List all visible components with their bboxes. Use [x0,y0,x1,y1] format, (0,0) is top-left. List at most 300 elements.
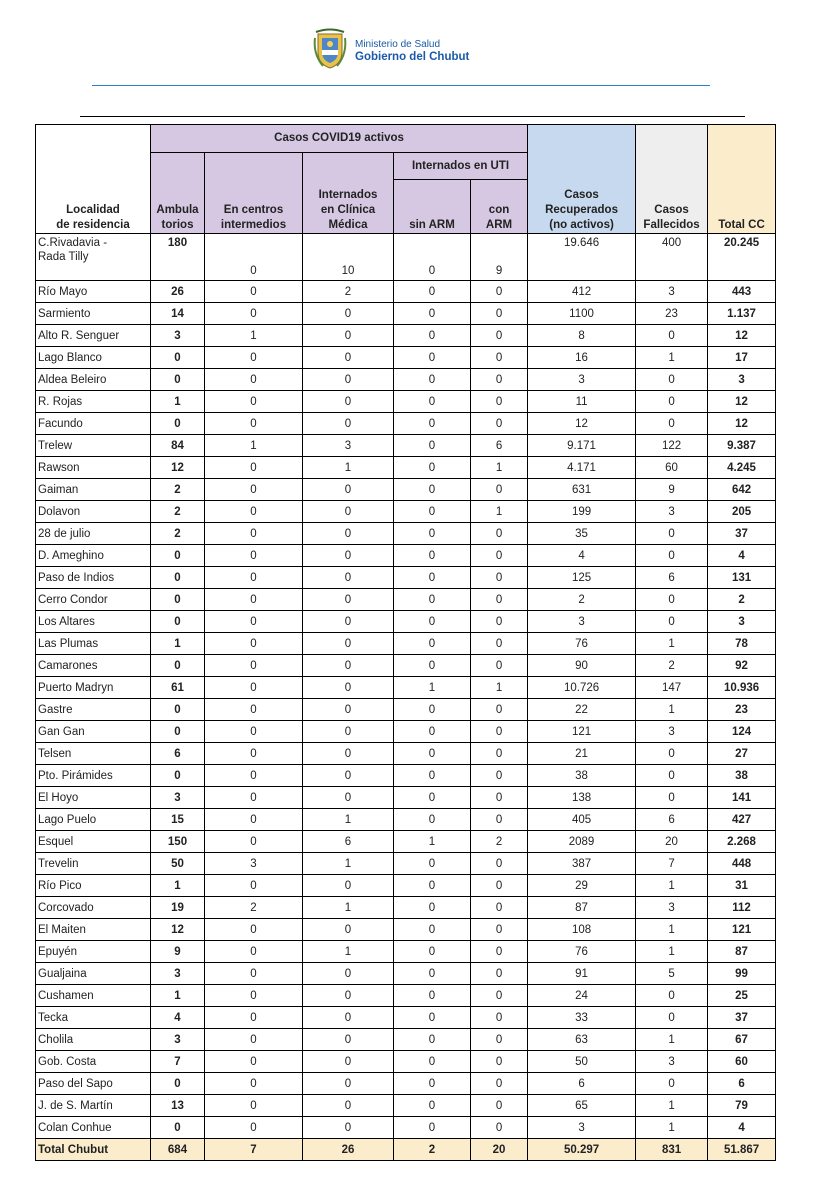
cell-fallecidos: 122 [636,435,708,457]
cell-sin-arm: 0 [394,919,471,941]
cell-ambulatorios: 12 [151,919,205,941]
cell-fallecidos: 1 [636,875,708,897]
cell-fallecidos: 20 [636,831,708,853]
cell-fallecidos: 147 [636,677,708,699]
table-row [36,655,776,677]
cell-ambulatorios: 0 [151,655,205,677]
cell-centros: 1 [205,325,303,347]
cell-localidad: Camarones [36,655,151,677]
table-row [36,743,776,765]
table-row [36,941,776,963]
cell-fallecidos: 3 [636,721,708,743]
cell-total: 112 [708,897,776,919]
cell-centros: 0 [205,501,303,523]
cell-fallecidos: 0 [636,985,708,1007]
table-total-row [36,1139,776,1161]
table-row [36,369,776,391]
cell-clinica: 0 [303,1095,394,1117]
cell-recuperados: 3 [528,369,636,391]
col-con-arm-line1: con [488,204,510,216]
cell-centros: 0 [205,787,303,809]
cell-ambulatorios: 3 [151,787,205,809]
cell-sin-arm: 0 [394,985,471,1007]
cell-centros: 0 [205,699,303,721]
cell-total: 1.137 [708,303,776,325]
cell-clinica: 0 [303,1029,394,1051]
table-row [36,1051,776,1073]
cell-ambulatorios: 14 [151,303,205,325]
cell-con-arm: 0 [471,853,528,875]
cell-total: 2.268 [708,831,776,853]
cell-clinica: 0 [303,303,394,325]
cell-sin-arm: 0 [394,1073,471,1095]
cell-ambulatorios: 6 [151,743,205,765]
cell-fallecidos: 0 [636,1007,708,1029]
cell-clinica: 1 [303,853,394,875]
cell-recuperados: 2 [528,589,636,611]
cell-localidad: Lago Blanco [36,347,151,369]
cell-fallecidos: 1 [636,1029,708,1051]
cell-sin-arm: 0 [394,787,471,809]
cell-centros: 3 [205,853,303,875]
cell-recuperados: 1100 [528,303,636,325]
table-row [36,347,776,369]
table-row [36,985,776,1007]
cell-ambulatorios: 0 [151,699,205,721]
cell-recuperados: 6 [528,1073,636,1095]
cell-ambulatorios: 12 [151,457,205,479]
cell-localidad [36,234,151,281]
cell-localidad: Corcovado [36,897,151,919]
cell-localidad: Esquel [36,831,151,853]
cell-localidad: Paso de Indios [36,567,151,589]
cell-centros: 0 [205,941,303,963]
cell-recuperados: 9.171 [528,435,636,457]
cell-con-arm: 0 [471,589,528,611]
cell-fallecidos: 0 [636,611,708,633]
cell-localidad: Epuyén [36,941,151,963]
cell-total: 4.245 [708,457,776,479]
cell-total: 23 [708,699,776,721]
cell-recuperados: 631 [528,479,636,501]
cell-recuperados: 76 [528,633,636,655]
cell-clinica: 1 [303,897,394,919]
cell-fallecidos: 60 [636,457,708,479]
covid-cases-table [35,124,776,1161]
cell-ambulatorios: 15 [151,809,205,831]
cell-sin-arm: 0 [394,875,471,897]
cell-localidad: Gob. Costa [36,1051,151,1073]
cell-clinica: 0 [303,1007,394,1029]
cell-localidad: Dolavon [36,501,151,523]
table-row [36,413,776,435]
cell-sin-arm: 0 [394,765,471,787]
cell-con-arm: 0 [471,765,528,787]
col-fallecidos [636,125,708,234]
col-clinica-line3: Médica [328,219,368,231]
cell-recuperados: 2089 [528,831,636,853]
cell-centros: 0 [205,479,303,501]
cell-clinica: 0 [303,567,394,589]
cell-centros: 0 [205,303,303,325]
cell-localidad: Sarmiento [36,303,151,325]
cell-recuperados: 29 [528,875,636,897]
table-row [36,765,776,787]
cell-total: 51.867 [708,1139,776,1161]
table-row [36,501,776,523]
cell-ambulatorios: 2 [151,501,205,523]
table-row [36,325,776,347]
cell-sin-arm: 0 [394,501,471,523]
cell-centros: 2 [205,897,303,919]
cell-con-arm: 0 [471,1095,528,1117]
cell-total: 3 [708,369,776,391]
cell-localidad: J. de S. Martín [36,1095,151,1117]
cell-sin-arm: 0 [394,281,471,303]
group-internados-uti: Internados en UTI [394,153,528,180]
cell-clinica: 0 [303,677,394,699]
cell-total: 12 [708,413,776,435]
top-rule [80,116,745,117]
cell-ambulatorios: 0 [151,1117,205,1139]
cell-fallecidos: 400 [636,234,708,281]
col-recuperados-line1: Casos [564,189,599,201]
col-total-cc: Total CC [708,125,776,234]
cell-ambulatorios: 150 [151,831,205,853]
cell-centros: 0 [205,985,303,1007]
cell-con-arm: 0 [471,721,528,743]
cell-ambulatorios: 4 [151,1007,205,1029]
cell-clinica: 0 [303,721,394,743]
cell-total: 99 [708,963,776,985]
cell-total: 79 [708,1095,776,1117]
table-row [36,721,776,743]
cell-ambulatorios: 1 [151,633,205,655]
cell-localidad: Las Plumas [36,633,151,655]
cell-total: 37 [708,523,776,545]
cell-ambulatorios: 1 [151,875,205,897]
cell-sin-arm: 0 [394,391,471,413]
cell-fallecidos: 3 [636,1051,708,1073]
cell-fallecidos: 9 [636,479,708,501]
cell-total: 17 [708,347,776,369]
cell-total: 92 [708,655,776,677]
cell-fallecidos: 0 [636,325,708,347]
cell-sin-arm: 0 [394,963,471,985]
cell-sin-arm: 0 [394,545,471,567]
cell-localidad: R. Rojas [36,391,151,413]
cell-clinica: 0 [303,919,394,941]
cell-fallecidos: 3 [636,897,708,919]
cell-con-arm: 0 [471,919,528,941]
cell-clinica: 0 [303,325,394,347]
cell-con-arm: 0 [471,523,528,545]
cell-clinica: 26 [303,1139,394,1161]
cell-con-arm: 0 [471,611,528,633]
cell-con-arm: 1 [471,501,528,523]
cell-fallecidos: 6 [636,809,708,831]
cell-localidad: Pto. Pirámides [36,765,151,787]
col-sin-arm: sin ARM [394,180,471,234]
cell-localidad: Cerro Condor [36,589,151,611]
cell-centros: 0 [205,1117,303,1139]
cell-total: 20.245 [708,234,776,281]
cell-con-arm: 0 [471,303,528,325]
cell-recuperados: 33 [528,1007,636,1029]
cell-ambulatorios: 0 [151,589,205,611]
table-row [36,303,776,325]
cell-fallecidos: 0 [636,545,708,567]
col-fallecidos-line2: Fallecidos [643,219,700,231]
cell-fallecidos: 6 [636,567,708,589]
cell-centros: 0 [205,413,303,435]
cell-ambulatorios: 84 [151,435,205,457]
col-centros-intermedios [205,153,303,234]
cell-clinica: 1 [303,941,394,963]
col-con-arm-line2: ARM [485,219,513,231]
cell-sin-arm: 0 [394,941,471,963]
cell-clinica: 0 [303,545,394,567]
cell-con-arm: 0 [471,281,528,303]
group-casos-activos: Casos COVID19 activos [151,125,528,153]
cell-sin-arm: 0 [394,479,471,501]
cell-total: 31 [708,875,776,897]
cell-recuperados: 50 [528,1051,636,1073]
cell-centros: 0 [205,963,303,985]
cell-ambulatorios: 1 [151,985,205,1007]
table-row [36,699,776,721]
cell-con-arm: 0 [471,347,528,369]
cell-ambulatorios: 3 [151,325,205,347]
cell-sin-arm: 0 [394,523,471,545]
table-row [36,787,776,809]
cell-total: 427 [708,809,776,831]
cell-recuperados: 90 [528,655,636,677]
cell-recuperados: 3 [528,611,636,633]
cell-clinica: 0 [303,875,394,897]
cell-centros: 0 [205,655,303,677]
cell-localidad: Paso del Sapo [36,1073,151,1095]
cell-sin-arm: 0 [394,369,471,391]
cell-clinica: 0 [303,633,394,655]
table-row [36,435,776,457]
cell-clinica: 3 [303,435,394,457]
cell-sin-arm: 0 [394,589,471,611]
cell-sin-arm: 0 [394,853,471,875]
cell-centros: 0 [205,611,303,633]
cell-localidad: Río Pico [36,875,151,897]
cell-sin-arm: 0 [394,633,471,655]
cell-recuperados: 11 [528,391,636,413]
cell-recuperados: 4 [528,545,636,567]
cell-sin-arm: 0 [394,1029,471,1051]
cell-sin-arm: 0 [394,743,471,765]
cell-fallecidos: 5 [636,963,708,985]
table-row [36,545,776,567]
cell-localidad: Aldea Beleiro [36,369,151,391]
cell-con-arm: 0 [471,743,528,765]
cell-centros: 0 [205,1073,303,1095]
cell-clinica: 0 [303,743,394,765]
cell-localidad: Lago Puelo [36,809,151,831]
cell-localidad: Cholila [36,1029,151,1051]
cell-recuperados: 16 [528,347,636,369]
cell-con-arm: 0 [471,963,528,985]
cell-fallecidos: 0 [636,765,708,787]
cell-total: 141 [708,787,776,809]
col-recuperados-line2: Recuperados [545,204,618,216]
cell-sin-arm: 0 [394,809,471,831]
table-row [36,611,776,633]
cell-recuperados: 3 [528,1117,636,1139]
cell-total: 448 [708,853,776,875]
cell-total: 12 [708,391,776,413]
col-localidad [36,125,151,234]
cell-fallecidos: 23 [636,303,708,325]
cell-sin-arm: 0 [394,897,471,919]
cell-localidad: Gualjaina [36,963,151,985]
cell-recuperados: 65 [528,1095,636,1117]
cell-total: 443 [708,281,776,303]
cell-centros: 0 [205,919,303,941]
cell-clinica: 0 [303,1051,394,1073]
cell-centros: 0 [205,1029,303,1051]
cell-clinica: 0 [303,1117,394,1139]
cell-localidad: Los Altares [36,611,151,633]
cell-recuperados: 19.646 [528,234,636,281]
col-localidad-line2: de residencia [56,219,130,231]
cell-recuperados: 35 [528,523,636,545]
cell-con-arm: 0 [471,875,528,897]
cell-total: 124 [708,721,776,743]
cell-localidad: Gastre [36,699,151,721]
table-row [36,1007,776,1029]
cell-fallecidos: 1 [636,1117,708,1139]
cell-centros: 1 [205,435,303,457]
cell-recuperados: 21 [528,743,636,765]
cell-recuperados: 87 [528,897,636,919]
cell-total: 2 [708,589,776,611]
cell-con-arm: 0 [471,941,528,963]
cell-localidad: Facundo [36,413,151,435]
cell-sin-arm: 0 [394,721,471,743]
cell-recuperados: 50.297 [528,1139,636,1161]
cell-sin-arm: 0 [394,1095,471,1117]
cell-localidad: Cushamen [36,985,151,1007]
cell-recuperados: 91 [528,963,636,985]
cell-recuperados: 22 [528,699,636,721]
col-recuperados-line3: (no activos) [549,219,614,231]
cell-clinica: 0 [303,699,394,721]
cell-ambulatorios: 0 [151,765,205,787]
cell-total: 3 [708,611,776,633]
cell-con-arm: 0 [471,1029,528,1051]
cell-sin-arm: 0 [394,1117,471,1139]
cell-localidad: Puerto Madryn [36,677,151,699]
cell-sin-arm: 0 [394,435,471,457]
table-row [36,589,776,611]
cell-sin-arm: 1 [394,677,471,699]
cell-clinica: 0 [303,369,394,391]
cell-ambulatorios: 1 [151,391,205,413]
cell-clinica: 0 [303,655,394,677]
cell-fallecidos: 1 [636,347,708,369]
table-row [36,567,776,589]
cell-sin-arm: 1 [394,831,471,853]
col-ambulatorios [151,153,205,234]
cell-recuperados: 199 [528,501,636,523]
col-con-arm [471,180,528,234]
cell-centros: 7 [205,1139,303,1161]
cell-fallecidos: 1 [636,699,708,721]
cell-total: 27 [708,743,776,765]
cell-centros: 0 [205,589,303,611]
col-clinica-medica [303,153,394,234]
cell-total: 10.936 [708,677,776,699]
cell-total: 4 [708,1117,776,1139]
cell-con-arm: 0 [471,325,528,347]
cell-recuperados: 63 [528,1029,636,1051]
cell-centros: 0 [205,831,303,853]
cell-fallecidos: 1 [636,1095,708,1117]
cell-con-arm: 0 [471,391,528,413]
cell-ambulatorios: 26 [151,281,205,303]
col-centros-line1: En centros [223,204,284,216]
cell-centros: 0 [205,1007,303,1029]
cell-sin-arm: 0 [394,413,471,435]
cell-con-arm: 1 [471,677,528,699]
cell-recuperados: 405 [528,809,636,831]
cell-total: 6 [708,1073,776,1095]
col-ambulatorios-line1: Ambula [156,204,199,216]
cell-fallecidos: 0 [636,523,708,545]
table-row [36,853,776,875]
cell-sin-arm: 0 [394,457,471,479]
cell-sin-arm: 0 [394,567,471,589]
cell-ambulatorios: 0 [151,347,205,369]
government-name: Gobierno del Chubut [355,51,470,63]
cell-ambulatorios: 0 [151,369,205,391]
cell-centros: 0 [205,234,303,281]
organization-name [355,38,469,64]
cell-con-arm: 0 [471,787,528,809]
cell-con-arm: 0 [471,699,528,721]
cell-fallecidos: 0 [636,413,708,435]
table-row [36,391,776,413]
cell-clinica: 0 [303,523,394,545]
table-row [36,1029,776,1051]
cell-fallecidos: 1 [636,941,708,963]
cell-ambulatorios: 0 [151,1073,205,1095]
cell-ambulatorios: 684 [151,1139,205,1161]
cell-centros: 0 [205,281,303,303]
cell-clinica: 0 [303,963,394,985]
table-row [36,963,776,985]
table-row [36,809,776,831]
cell-fallecidos: 831 [636,1139,708,1161]
cell-fallecidos: 1 [636,633,708,655]
cell-sin-arm: 0 [394,611,471,633]
cell-localidad: Trelew [36,435,151,457]
table-row [36,523,776,545]
cell-clinica: 0 [303,589,394,611]
cell-fallecidos: 7 [636,853,708,875]
cell-total: 60 [708,1051,776,1073]
cell-localidad: Río Mayo [36,281,151,303]
table-row [36,919,776,941]
cell-fallecidos: 0 [636,787,708,809]
cell-clinica: 2 [303,281,394,303]
